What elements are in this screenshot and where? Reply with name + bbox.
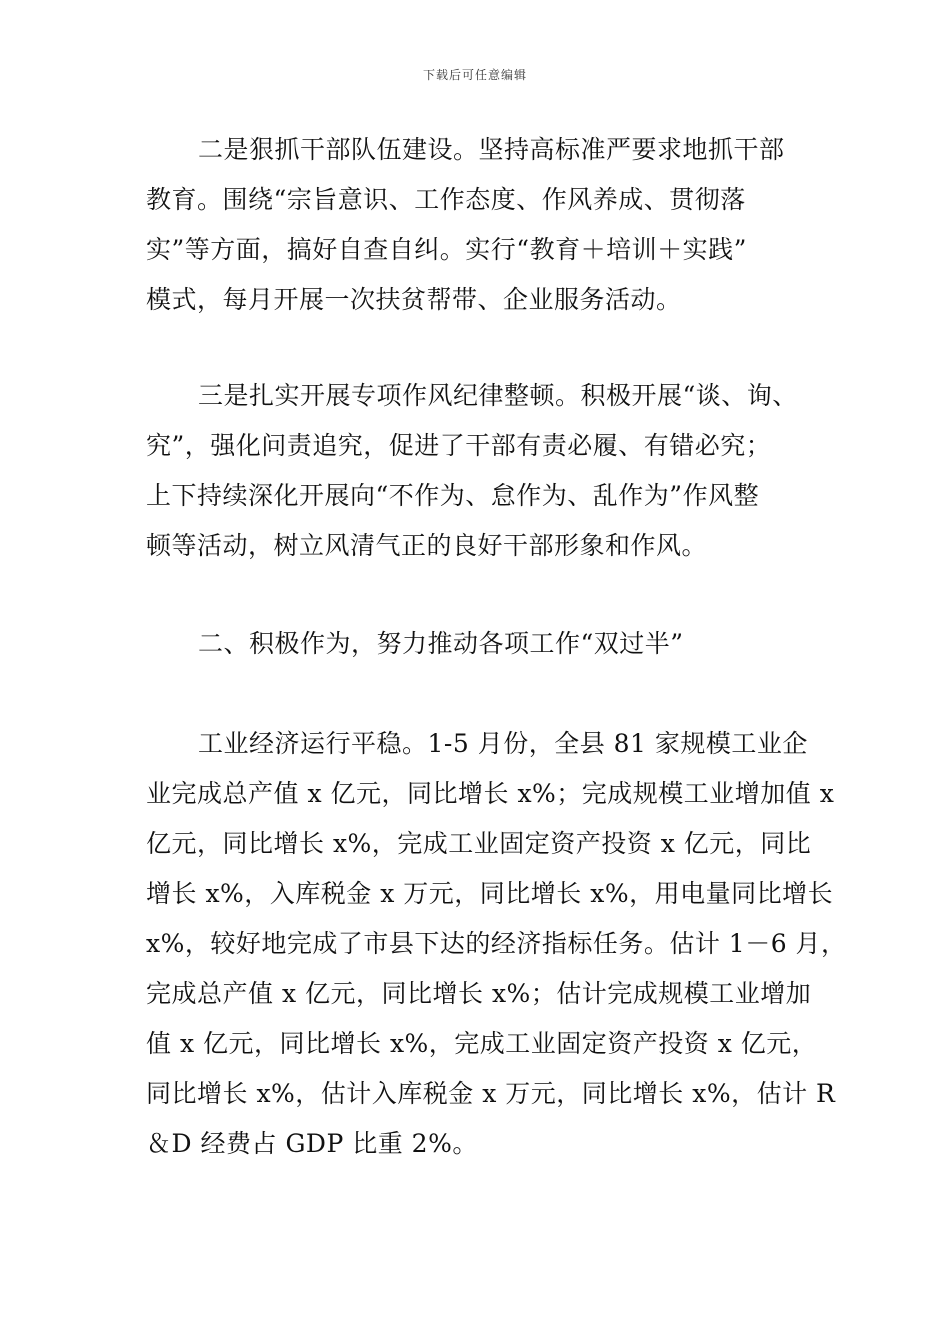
paragraph-discipline	[146, 371, 818, 571]
paragraph-line: 上下持续深化开展向“不作为、怠作为、乱作为”作风整	[146, 481, 760, 510]
paragraph-line: 究”，强化问责追究，促进了干部有责必履、有错必究；	[146, 431, 772, 460]
paragraph-line: 值 x 亿元，同比增长 x%，完成工业固定资产投资 x 亿元，	[146, 1029, 818, 1058]
paragraph-line: 二是狠抓干部队伍建设。坚持高标准严要求地抓干部	[198, 135, 785, 164]
paragraph-line: x%，较好地完成了市县下达的经济指标任务。估计 1－6 月，	[146, 929, 847, 958]
paragraph-line: 工业经济运行平稳。1-5 月份，全县 81 家规模工业企	[198, 729, 808, 758]
section-heading	[146, 619, 818, 669]
paragraph-line: 实”等方面，搞好自查自纠。实行“教育＋培训＋实践”	[146, 235, 747, 264]
paragraph-line: 业完成总产值 x 亿元，同比增长 x%；完成规模工业增加值 x	[146, 779, 835, 808]
paragraph-line: 完成总产值 x 亿元，同比增长 x%；估计完成规模工业增加	[146, 979, 812, 1008]
paragraph-line: 顿等活动，树立风清气正的良好干部形象和作风。	[146, 531, 708, 560]
paragraph-line: 模式，每月开展一次扶贫帮带、企业服务活动。	[146, 285, 682, 314]
paragraph-cadre-team	[146, 125, 818, 325]
paragraph-line: 三是扎实开展专项作风纪律整顿。积极开展“谈、询、	[198, 381, 798, 410]
heading-line: 二、积极作为，努力推动各项工作“双过半”	[198, 629, 684, 658]
paragraph-line: 亿元，同比增长 x%，完成工业固定资产投资 x 亿元，同比	[146, 829, 812, 858]
paragraph-line: ＆D 经费占 GDP 比重 2%。	[146, 1129, 478, 1158]
header-note: 下载后可任意编辑	[422, 68, 527, 82]
paragraph-line: 增长 x%，入库税金 x 万元，同比增长 x%，用电量同比增长	[146, 879, 834, 908]
paragraph-line: 同比增长 x%，估计入库税金 x 万元，同比增长 x%，估计 R	[146, 1079, 836, 1108]
paragraph-line: 教育。围绕“宗旨意识、工作态度、作风养成、贯彻落	[146, 185, 746, 214]
paragraph-industrial-economy	[146, 719, 847, 1169]
